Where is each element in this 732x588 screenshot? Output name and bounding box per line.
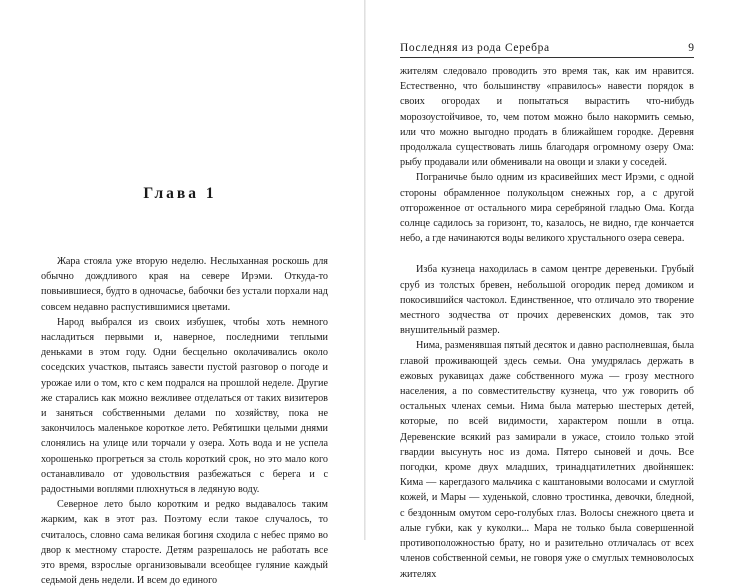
- paragraph: Северное лето было коротким и редко выдавалось таким жарким, как в этот раз. Поэтому если такое случалось, то считалось, словно сама великая богиня сходила с небес прямо во двор к местному старосте. Детям разрешалось не работать все это время, взрослые организовывали всеобщее гуляние каждый седьмой день недели. И всем до единого: [41, 499, 328, 587]
- paragraph: жителям следовало проводить это время так, как им нравится. Естественно, что большинству «правилось» навести порядок в своих огородах и попытаться вырастить что-нибудь морозоустойчивое, то, чем потом можно было накормить семью, или что можно выгодно продать в ближайшем городке. Деревня продолжала существовать лишь благодаря огромному озеру Ома: рыбу продавали или обменивали на овощи и злаки у соседей.: [400, 66, 694, 169]
- right-page-body: [400, 64, 694, 582]
- right-page: [366, 0, 732, 580]
- left-page-body: [41, 254, 328, 588]
- paragraph: Нима, разменявшая пятый десяток и давно располневшая, была главой проживающей здесь семьи. Она умудрялась держать в ежовых рукавицах даже собственного мужа — грозу местного населения, а по совместительству кузнеца, что уж говорить об остальных членах семьи. Нима была матерью шестерых детей, которые, по всей видимости, характером пошли в отца. Деревенские всякий раз замирали в ужасе, стоило только этой гвардии высунуть нос из дома. Пятеро сыновей и дочь. Все погодки, кроме двух младших, тринадцатилетних двойняшек: Кима — карегдазого мальчика с каштановыми волосами и смуглой кожей, и Мары — худенькой, словно тростинка, девочки, бледной, с бездонным омутом серо-голубых глаз. Волосы снежного цвета и алые губки, как у куколки... Мара не только была совершенной противоположностью брату, но и разительно отличалась от всех членов собственной семьи, не говоря уже о смуглых темноволосых жителях: [400, 340, 694, 580]
- paragraph: Жара стояла уже вторую неделю. Неслыханная роскошь для обычно дождливого края на севере Ирэми. Откуда-то повыившиеся, будто в одночасье, бабочки без устали порхали над совсем недавно распустившимися цветами.: [41, 256, 328, 313]
- paragraph: Народ выбрался из своих избушек, чтобы хоть немного насладиться первыми и, наверное, последними теплыми деньками в этом году. Одни бесцельно околачивались около соседских участков, пытаясь завести пустой разговор о погоде и урожае или о том, кто с кем подрался на прошлой неделе. Другие же старались как можно вежливее отделаться от таких визитеров и заняться собственными делами по хозяйству, пока не закончилось маленькое короткое лето. Ребятишки целыми днями слонялись на улице или торчали у озера. Хоть вода и не успела хорошенько прогреться за столь короткий срок, но это мало кого останавливало от удовольствия разбежаться с берега и с радостными воплями плюхнуться в ледяную воду.: [41, 316, 328, 496]
- running-title: Последняя из рода Серебра: [400, 42, 550, 54]
- running-header: [400, 39, 694, 58]
- paragraph: Пограничье было одним из красивейших мест Ирэми, с одной стороны обрамленное полукольцом снежных гор, а с другой отгороженное от остального мира серебряной гладью Ома. Когда солнце садилось за горизонт, то, казалось, не видно, где кончается небо, а где начинаются воды великого хрустального озера севера.: [400, 172, 694, 245]
- left-page: [0, 0, 366, 587]
- page-number: 9: [688, 42, 694, 54]
- paragraph: Изба кузнеца находилась в самом центре деревеньки. Грубый сруб из толстых бревен, небольшой огородик перед домиком и покосившийся частокол. Единственное, что отличало это творение местного зодчества от прочих деревенских домов, так это внушительный размер.: [400, 264, 694, 337]
- chapter-title: Глава 1: [143, 185, 217, 202]
